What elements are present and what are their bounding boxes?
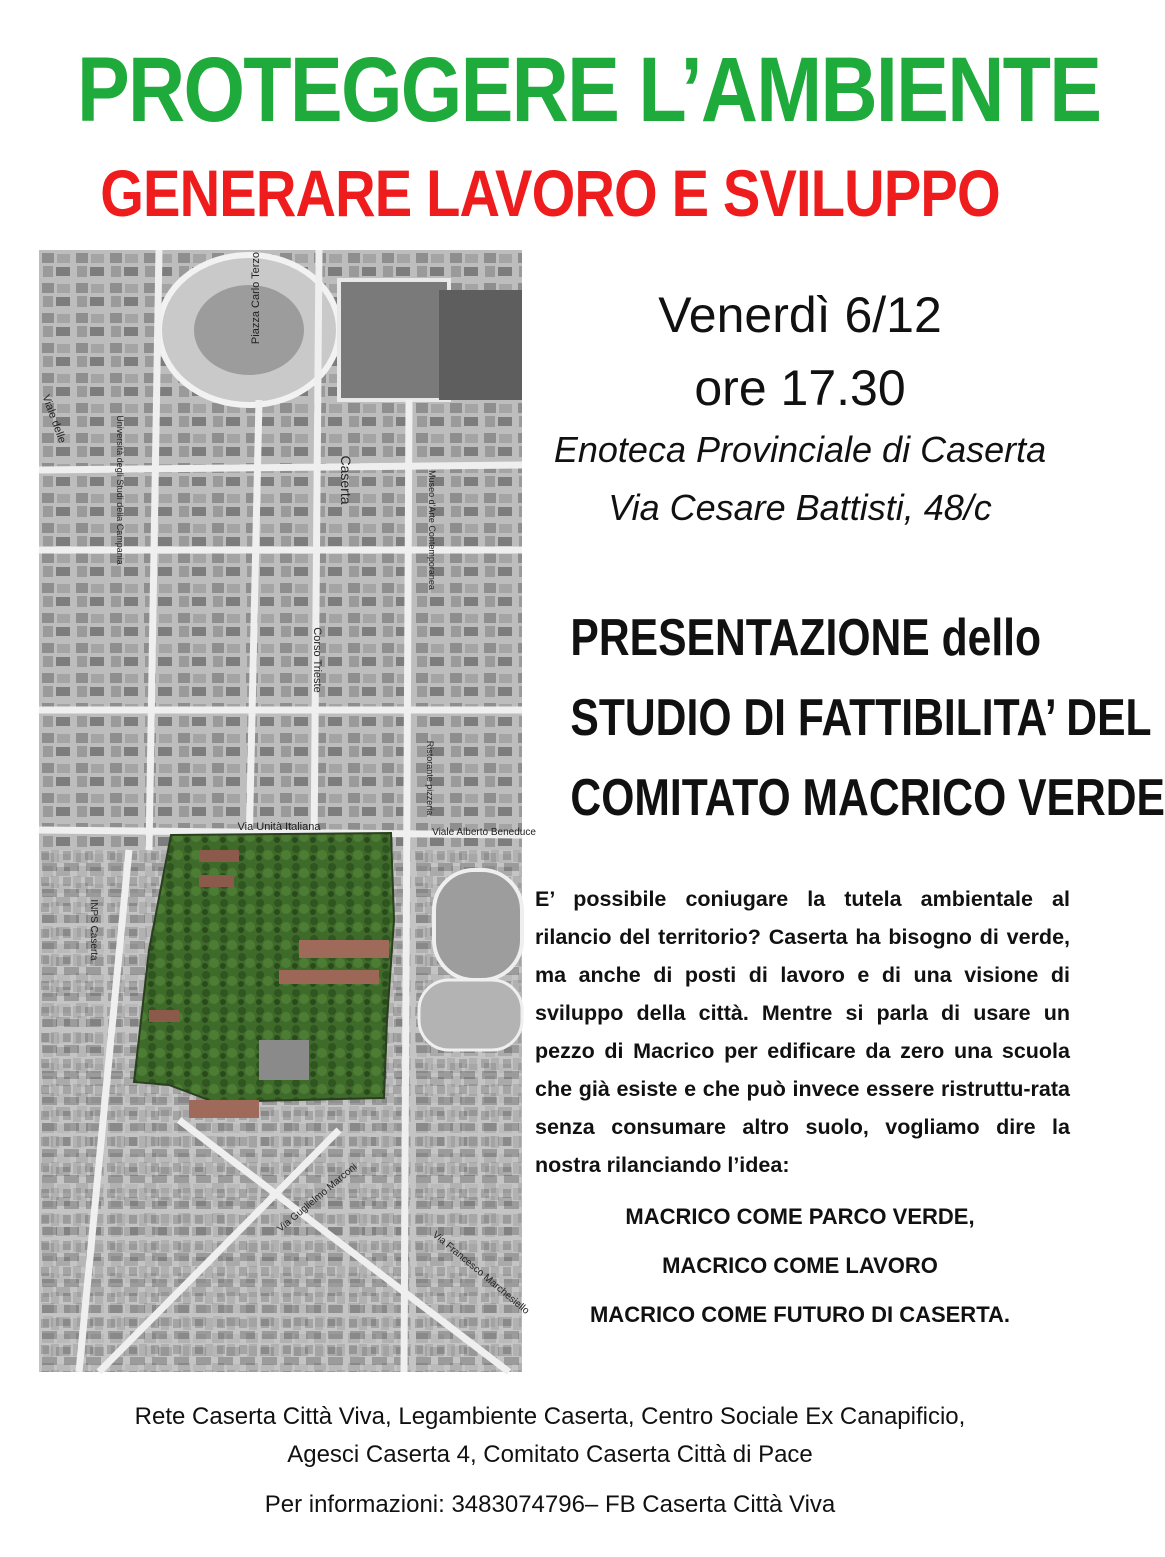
map-label: Viale delle [39,393,69,445]
slogan-line: MACRICO COME LAVORO [662,1253,938,1278]
map-label: Via Guglielmo Marconi [275,1161,360,1235]
presentation-heading-line1: PRESENTAZIONE dello [570,609,1042,667]
subtitle: GENERARE LAVORO E SVILUPPO [100,156,1000,230]
map-label: Corso Trieste [311,627,323,693]
slogan-line: MACRICO COME PARCO VERDE, [625,1204,975,1229]
map-label: Università degli Studi della Campania [115,415,125,565]
organizers-line2: Agesci Caserta 4, Comitato Caserta Città di Pace [287,1441,813,1468]
event-address: Via Cesare Battisti, 48/c [608,487,992,528]
body-paragraph: E’ possibile coniugare la tutela ambientale al rilancio del territorio? Caserta ha bisogno di verde, ma anche di posti di lavoro e di una visione di sviluppo della città. Mentre si parla di usare un pezzo di Macrico per edificare da zero una scuola che già esiste e che può invece essere ristruttu-rata senza consumare altro suolo, vogliamo dire la nostra rilanciando l’idea: [535,887,1070,1177]
aerial-map [39,250,536,1372]
presentation-heading-line3: COMITATO MACRICO VERDE [570,769,1165,827]
map-label: Ristorante pizzeria [425,740,435,816]
map-label: Via Unità Italiana [237,821,321,833]
map-label: Via Francesco Marchesiello [430,1229,532,1317]
map-label: Caserta [338,455,354,505]
map-label: Museo d'Arte Contemporanea [427,470,437,590]
event-time: ore 17.30 [694,360,906,416]
event-date: Venerdì 6/12 [658,287,942,343]
presentation-heading-line2: STUDIO DI FATTIBILITA’ DEL [570,689,1152,747]
organizers-line1: Rete Caserta Città Viva, Legambiente Caserta, Centro Sociale Ex Canapificio, [134,1403,966,1430]
map-label: Piazza Carlo Terzo [250,251,262,345]
event-venue: Enoteca Provinciale di Caserta [553,429,1047,470]
contact-info: Per informazioni: 3483074796– FB Caserta Città Viva [264,1491,836,1518]
map-label: Viale Alberto Beneduce [432,827,536,838]
main-title: PROTEGGERE L’AMBIENTE [77,39,1101,141]
map-label: INPS Caserta [88,899,99,961]
slogan-line: MACRICO COME FUTURO DI CASERTA. [589,1302,1011,1327]
